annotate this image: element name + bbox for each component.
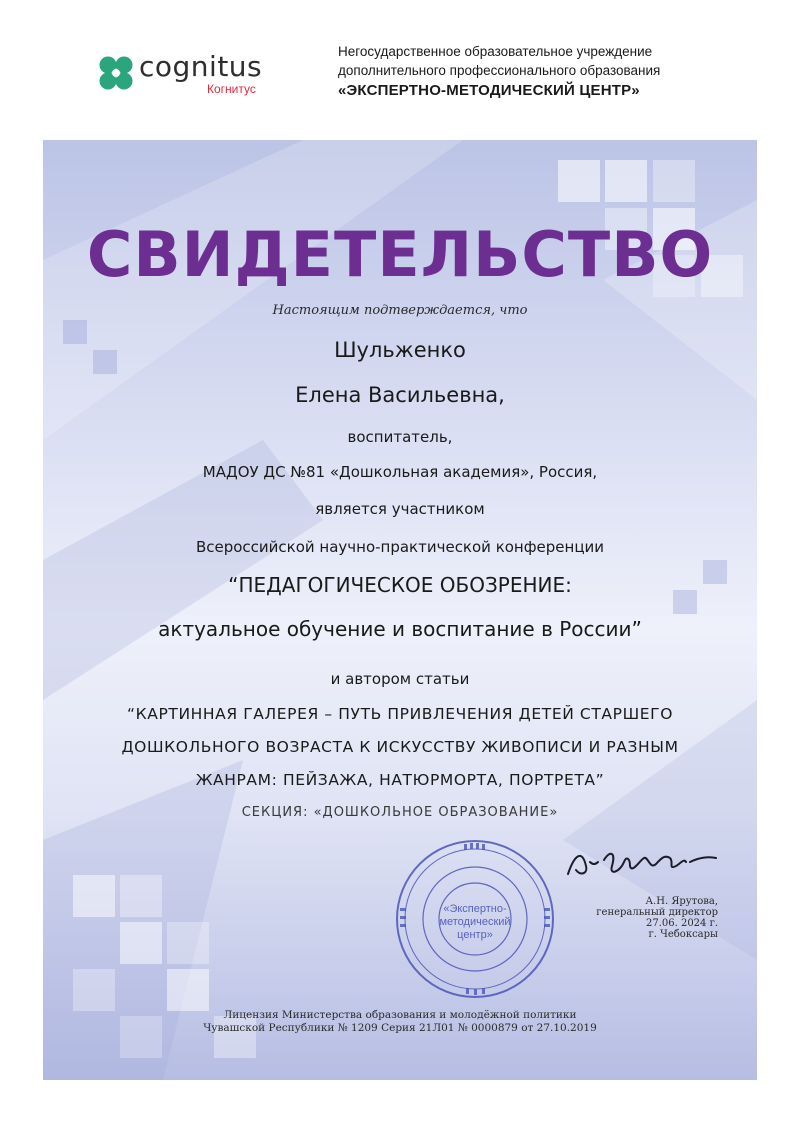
conference-type: Всероссийской научно-практической конференции [195,538,605,556]
license-line-1: Лицензия Министерства образования и молодёжной политики [223,1009,577,1021]
signatory-name: А.Н. Ярутова, [645,896,718,907]
article-title-line-1: “КАРТИННАЯ ГАЛЕРЕЯ – ПУТЬ ПРИВЛЕЧЕНИЯ ДЕТЕЙ СТАРШЕГО [127,705,673,723]
org-line-1: Негосударственное образовательное учреждение [338,44,653,59]
recipient-position: воспитатель, [347,428,453,446]
handwritten-signature [560,836,720,886]
participation-role: является участником [315,500,485,518]
org-line-3: «ЭКСПЕРТНО-МЕТОДИЧЕСКИЙ ЦЕНТР» [338,82,640,99]
recipient-surname: Шульженко [334,338,466,362]
signatory-block [596,896,718,940]
stamp-line-2: методический [439,916,511,928]
logo-subtext: Когнитус [207,82,256,96]
conference-title-line-1: “ПЕДАГОГИЧЕСКОЕ ОБОЗРЕНИЕ: [228,573,572,597]
logo-text: cognitus [139,50,263,83]
author-text: и автором статьи [330,670,470,688]
recipient-names: Елена Васильевна, [295,383,505,407]
license-info [0,1009,800,1035]
certificate-title: СВИДЕТЕЛЬСТВО [86,218,714,291]
article-title-line-2: ДОШКОЛЬНОГО ВОЗРАСТА К ИСКУССТВУ ЖИВОПИСИ И РАЗНЫМ [121,738,679,756]
recipient-institution: МАДОУ ДС №81 «Дошкольная академия», Россия, [202,463,598,481]
article-title-line-3: ЖАНРАМ: ПЕЙЗАЖА, НАТЮРМОРТА, ПОРТРЕТА” [195,771,605,789]
confirmation-text: Настоящим подтверждается, что [272,303,528,318]
signatory-date: 27.06. 2024 г. [645,918,718,929]
org-line-2: дополнительного профессионального образования [338,63,661,78]
license-line-2: Чувашской Республики № 1209 Серия 21Л01 № 0000879 от 27.10.2019 [203,1022,597,1034]
signatory-city: г. Чебоксары [648,929,718,940]
conference-title-line-2: актуальное обучение и воспитание в России” [158,617,642,641]
signatory-title: генеральный директор [596,907,718,918]
section-text: СЕКЦИЯ: «ДОШКОЛЬНОЕ ОБРАЗОВАНИЕ» [241,805,559,820]
stamp-line-1: «Экспертно- [443,903,507,915]
official-stamp [394,838,556,1000]
stamp-line-3: центр» [457,929,493,941]
